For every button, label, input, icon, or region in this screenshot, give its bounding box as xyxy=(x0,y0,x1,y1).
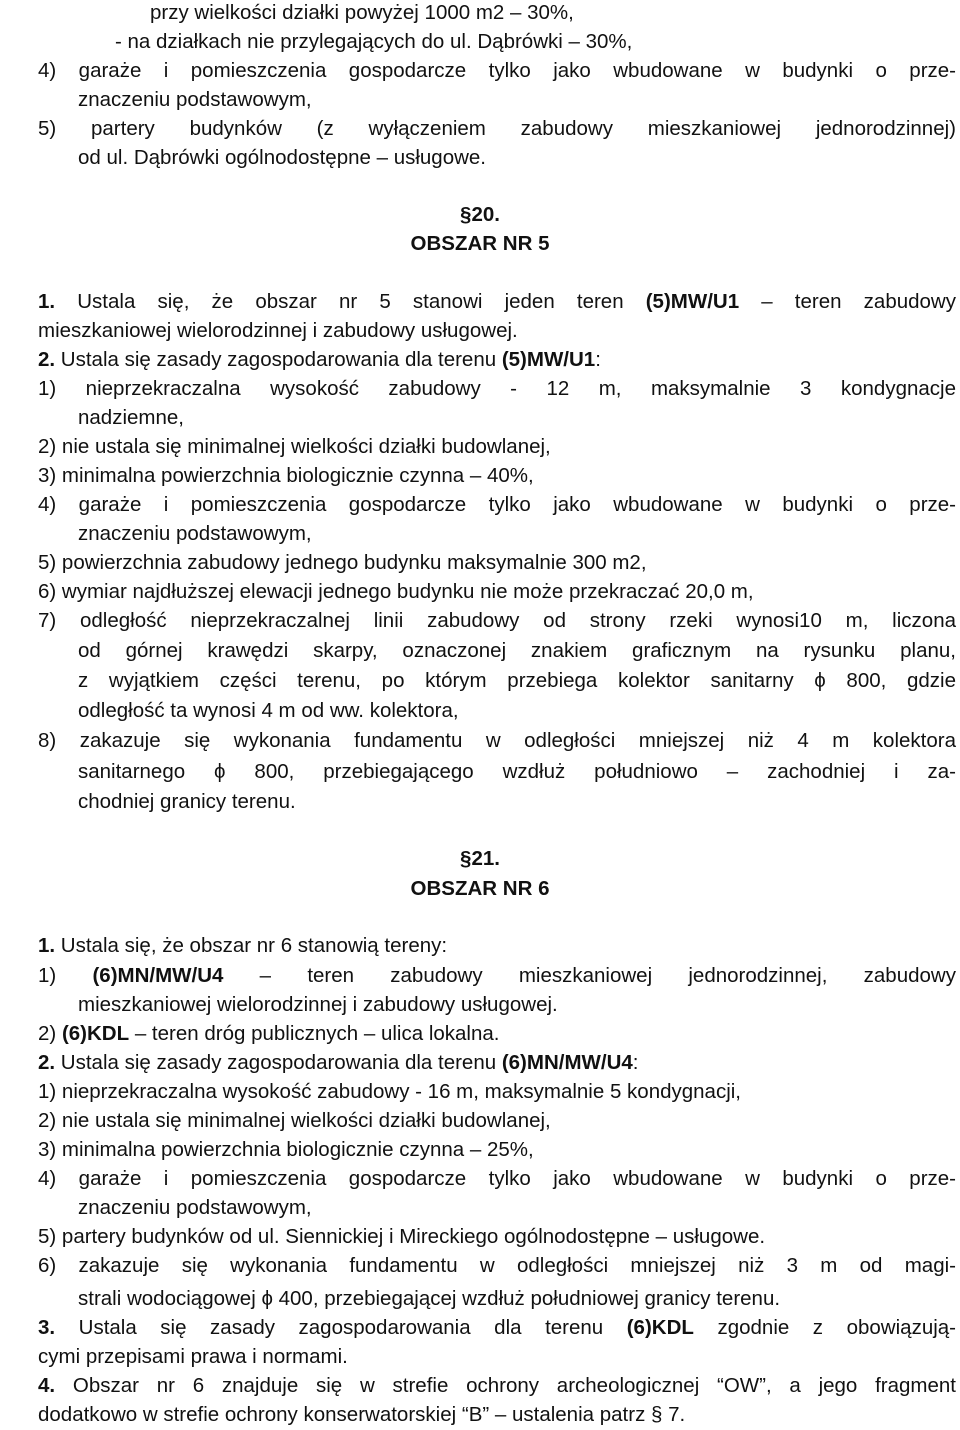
text-line: 4) garaże i pomieszczenia gospodarcze tylko jako wbudowane w budynki o prze- xyxy=(38,1167,956,1190)
text-run: : xyxy=(632,1051,639,1074)
zone-code: (6)MN/MW/U4 xyxy=(501,1051,633,1074)
section-number: §21. xyxy=(460,847,500,870)
section-number: §20. xyxy=(460,203,500,226)
text-line: 1) nieprzekraczalna wysokość zabudowy - 16 m, maksymalnie 5 kondygnacji, xyxy=(38,1080,742,1103)
text-run: Ustala się zasady zagospodarowania dla terenu xyxy=(55,1051,502,1074)
text-run: – teren dróg publicznych – ulica lokalna. xyxy=(129,1022,500,1045)
zone-code: (5)MW/U1 xyxy=(645,290,740,313)
text-run: 2) xyxy=(38,1022,62,1045)
text-line: 3) minimalna powierzchnia biologicznie czynna – 40%, xyxy=(38,464,534,487)
text-line: sanitarnego ϕ 800, przebiegającego wzdłuż południowo – zachodniej i za- xyxy=(78,760,956,783)
text-line: 6) zakazuje się wykonania fundamentu w odległości mniejszej niż 3 m od magi- xyxy=(38,1254,956,1277)
text-line: 4) garaże i pomieszczenia gospodarcze tylko jako wbudowane w budynki o prze- xyxy=(38,493,956,516)
paragraph-line xyxy=(38,350,601,371)
text-run: Ustala się zasady zagospodarowania dla terenu xyxy=(55,348,502,371)
point-number: 3. xyxy=(38,1316,56,1339)
text-line: strali wodociągowej ϕ 400, przebiegającej wzdłuż południowej granicy terenu. xyxy=(78,1287,781,1310)
text-line: dodatkowo w strefie ochrony konserwatorskiej “B” – ustalenia patrz § 7. xyxy=(38,1403,686,1426)
text-line: znaczeniu podstawowym, xyxy=(78,522,312,545)
point-number: 1. xyxy=(38,934,56,957)
point-number: 2. xyxy=(38,348,56,371)
text-line: nadziemne, xyxy=(78,406,184,429)
text-line: cymi przepisami prawa i normami. xyxy=(38,1345,348,1368)
text-line: - na działkach nie przylegających do ul. Dąbrówki – 30%, xyxy=(115,30,633,53)
zone-code: (6)KDL xyxy=(61,1022,130,1045)
zone-code: (6)MN/MW/U4 xyxy=(92,964,224,987)
text-line: 5) partery budynków od ul. Siennickiej i Mireckiego ogólnodostępne – usługowe. xyxy=(38,1225,766,1248)
text-run: Obszar nr 6 znajduje się w strefie ochrony archeologicznej “OW”, a jego fragment xyxy=(55,1374,956,1397)
section-title: OBSZAR NR 5 xyxy=(410,232,550,255)
text-line: 2) nie ustala się minimalnej wielkości działki budowlanej, xyxy=(38,435,551,458)
text-run: – teren zabudowy mieszkaniowej jednorodzinnej, zabudowy xyxy=(223,964,956,987)
paragraph-line xyxy=(38,292,956,313)
text-line: 5) partery budynków (z wyłączeniem zabudowy mieszkaniowej jednorodzinnej) xyxy=(38,117,956,140)
text-line: 7) odległość nieprzekraczalnej linii zabudowy od strony rzeki wynosi10 m, liczona xyxy=(38,609,956,632)
point-number: 4. xyxy=(38,1374,56,1397)
text-line: chodniej granicy terenu. xyxy=(78,790,296,813)
text-line: od ul. Dąbrówki ogólnodostępne – usługowe. xyxy=(78,146,486,169)
text-run: zgodnie z obowiązują- xyxy=(693,1316,956,1339)
text-line: 6) wymiar najdłuższej elewacji jednego budynku nie może przekraczać 20,0 m, xyxy=(38,580,754,603)
text-line: z wyjątkiem części terenu, po którym przebiega kolektor sanitarny ϕ 800, gdzie xyxy=(78,669,956,692)
text-line: mieszkaniowej wielorodzinnej i zabudowy usługowej. xyxy=(38,319,518,342)
paragraph-line xyxy=(38,1376,956,1397)
text-line: 1) nieprzekraczalna wysokość zabudowy - 12 m, maksymalnie 3 kondygnacje xyxy=(38,377,956,400)
paragraph-line xyxy=(38,1318,956,1339)
point-number: 2. xyxy=(38,1051,56,1074)
text-line: od górnej krawędzi skarpy, oznaczonej znakiem graficznym na rysunku planu, xyxy=(78,639,956,662)
text-line: znaczeniu podstawowym, xyxy=(78,88,312,111)
text-line: znaczeniu podstawowym, xyxy=(78,1196,312,1219)
text-run: Ustala się, że obszar nr 6 stanowią tereny: xyxy=(55,934,448,957)
section-title: OBSZAR NR 6 xyxy=(410,877,550,900)
point-number: 1. xyxy=(38,290,56,313)
paragraph-line xyxy=(38,936,447,957)
zone-code: (6)KDL xyxy=(626,1316,694,1339)
text-run: – teren zabudowy xyxy=(739,290,956,313)
text-run: Ustala się zasady zagospodarowania dla terenu xyxy=(55,1316,627,1339)
text-run: : xyxy=(595,348,601,371)
text-line: odległość ta wynosi 4 m od ww. kolektora, xyxy=(78,699,459,722)
text-run: Ustala się, że obszar nr 5 stanowi jeden teren xyxy=(55,290,646,313)
text-line: przy wielkości działki powyżej 1000 m2 – 30%, xyxy=(150,1,574,24)
paragraph-line xyxy=(38,966,956,987)
text-line: 2) nie ustala się minimalnej wielkości działki budowlanej, xyxy=(38,1109,551,1132)
paragraph-line xyxy=(38,1053,639,1074)
text-line: 3) minimalna powierzchnia biologicznie czynna – 25%, xyxy=(38,1138,534,1161)
text-line: mieszkaniowej wielorodzinnej i zabudowy usługowej. xyxy=(78,993,558,1016)
text-line: 8) zakazuje się wykonania fundamentu w odległości mniejszej niż 4 m kolektora xyxy=(38,729,956,752)
paragraph-line xyxy=(38,1024,500,1045)
text-run: 1) xyxy=(38,964,93,987)
text-line: 4) garaże i pomieszczenia gospodarcze tylko jako wbudowane w budynki o prze- xyxy=(38,59,956,82)
text-line: 5) powierzchnia zabudowy jednego budynku maksymalnie 300 m2, xyxy=(38,551,647,574)
zone-code: (5)MW/U1 xyxy=(501,348,596,371)
